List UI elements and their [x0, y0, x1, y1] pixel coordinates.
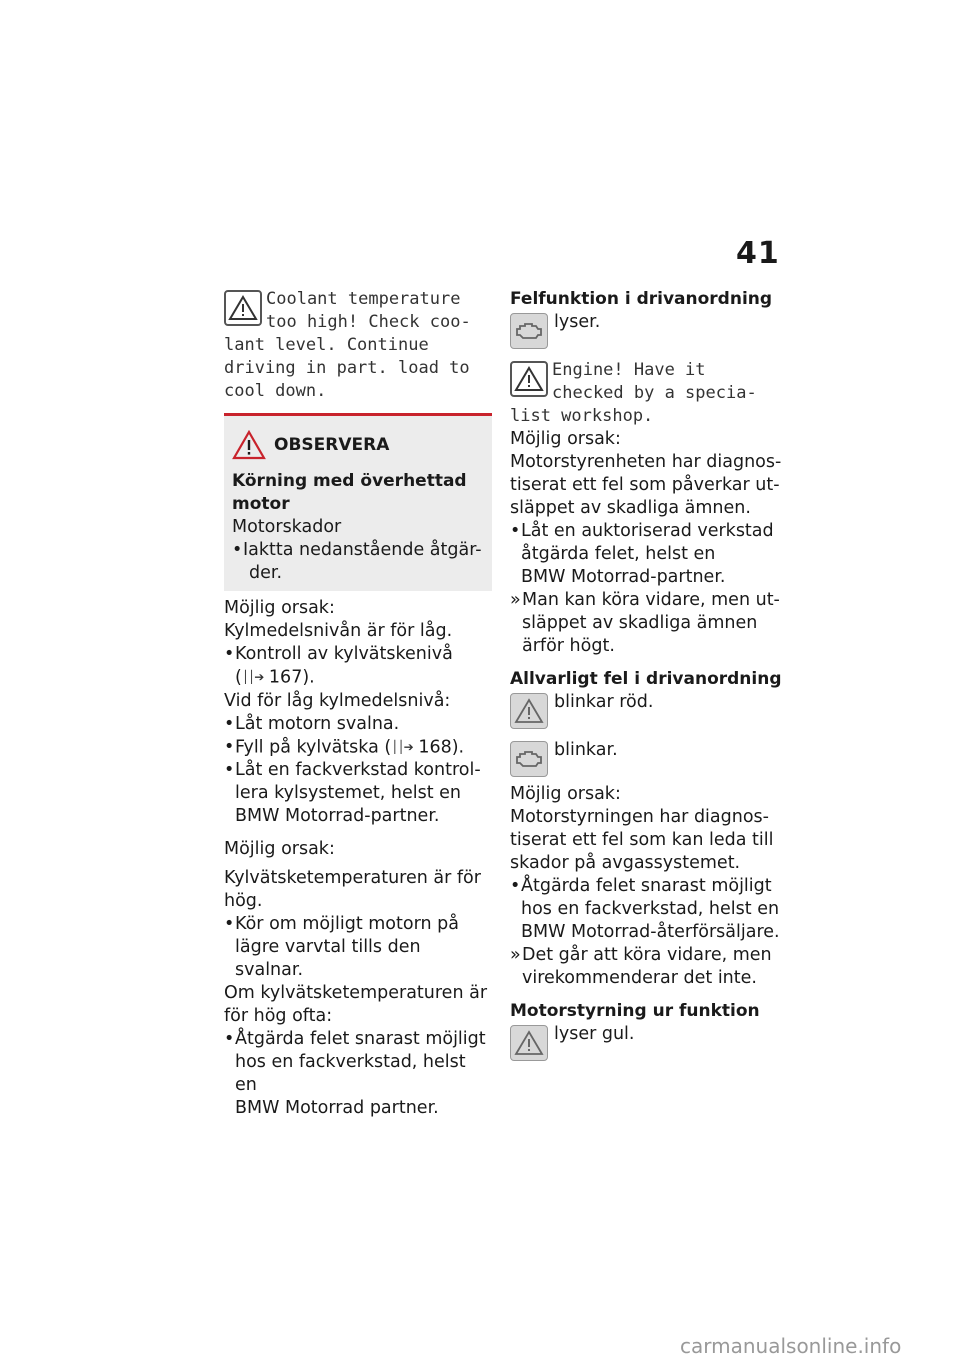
warning-text-line: list workshop. [510, 406, 654, 426]
list-item: • Kör om möjligt motorn på lägre varvtal tills den svalnar. [224, 913, 492, 982]
page-reference[interactable]: 168). [418, 737, 465, 757]
warning-text-line: driving in part. load to [224, 358, 470, 378]
indicator-row [510, 691, 785, 729]
list-item: • Åtgärda felet snarast möjligt hos en fackverkstad, helst en BMW Motorrad-återförsäljare. [510, 875, 785, 944]
cause-label: Möjlig orsak: [224, 598, 335, 618]
indicator-row [510, 311, 785, 349]
warning-text-line1: Engine! Have it [552, 360, 706, 380]
cause-text: Kylmedelsnivån är för låg. [224, 621, 453, 641]
list-item: • Fyll på kylvätska (││➔ 168). [224, 736, 492, 760]
reference-arrow-icon: ││➔ [391, 739, 413, 754]
warning-triangle-icon [510, 361, 548, 397]
result-item: » Det går att köra vidare, men virekommenderar det inte. [510, 944, 785, 990]
indicator-status: blinkar. [554, 740, 618, 760]
section-heading: Motorstyrning ur funktion [510, 1001, 760, 1021]
page-reference[interactable]: 167). [268, 667, 315, 688]
cause-text: skador på avgassystemet. [510, 853, 741, 873]
list-item: • Åtgärda felet snarast möjligt hos en fackverkstad, helst en BMW Motorrad partner. [224, 1028, 492, 1120]
section-heading: Allvarligt fel i drivanordning [510, 669, 782, 689]
cause-text: Motorstyrenheten har diagnos- [510, 452, 782, 472]
list-item: • Kontroll av kylvätskenivå (││➔ 167). [224, 643, 492, 690]
warning-text-line2: checked by a specia- [552, 383, 757, 403]
note-heading: Körning med överhettad [232, 471, 467, 491]
warning-triangle-icon [232, 430, 266, 460]
warning-triangle-icon [510, 1025, 548, 1061]
cause-label: Möjlig orsak: [510, 784, 621, 804]
cause-text: släppet av skadliga ämnen. [510, 498, 751, 518]
cause-label: Möjlig orsak: [510, 429, 621, 449]
indicator-status: lyser. [554, 312, 601, 332]
warning-text-line: cool down. [224, 381, 327, 401]
list-item: • Låt en fackverkstad kontrol- lera kylsystemet, helst en BMW Motorrad-partner. [224, 759, 492, 828]
cause-label: Möjlig orsak: [224, 839, 335, 859]
warning-triangle-icon [224, 290, 262, 326]
indicator-status: lyser gul. [554, 1024, 635, 1044]
warning-triangle-icon [510, 693, 548, 729]
note-bullet: • Iaktta nedanstående åtgär- der. [232, 539, 484, 585]
note-title [232, 430, 484, 460]
result-item: » Man kan köra vidare, men ut-släppet av skadliga ämnen ärför högt. [510, 589, 785, 658]
condition-text: Vid för låg kylmedelsnivå: [224, 690, 451, 711]
warning-text-line2: too high! Check coo- [266, 312, 471, 332]
note-box [224, 413, 492, 591]
engine-warning-icon [510, 741, 548, 777]
note-body: Motorskador [232, 517, 342, 537]
note-title-text: OBSERVERA [274, 435, 390, 455]
list-item: • Låt en auktoriserad verkstad åtgärda felet, helst en BMW Motorrad-partner. [510, 520, 785, 589]
warning-text-line: lant level. Continue [224, 335, 429, 355]
condition-text: för hög ofta: [224, 1006, 333, 1026]
note-heading: motor [232, 494, 290, 514]
engine-warning [510, 359, 785, 405]
footer-watermark: carmanualsonline.info [680, 1334, 902, 1358]
indicator-row [510, 739, 785, 777]
cause-text: tiserat ett fel som påverkar ut- [510, 475, 780, 495]
left-column [224, 288, 492, 1120]
cause-text: hög. [224, 891, 263, 911]
indicator-status: blinkar röd. [554, 692, 654, 712]
condition-text: Om kylvätsketemperaturen är [224, 983, 488, 1003]
right-column [510, 288, 785, 1061]
section-heading: Felfunktion i drivanordning [510, 289, 773, 309]
engine-warning-icon [510, 313, 548, 349]
indicator-row [510, 1023, 785, 1061]
page-number: 41 [736, 236, 780, 271]
warning-text-line1: Coolant temperature [266, 289, 461, 309]
cause-text: Kylvätsketemperaturen är för [224, 868, 481, 888]
reference-arrow-icon: ││➔ [241, 670, 264, 684]
coolant-warning [224, 288, 492, 334]
cause-text: Motorstyrningen har diagnos- [510, 807, 769, 827]
list-item: • Låt motorn svalna. [224, 713, 492, 736]
cause-text: tiserat ett fel som kan leda till [510, 830, 774, 850]
